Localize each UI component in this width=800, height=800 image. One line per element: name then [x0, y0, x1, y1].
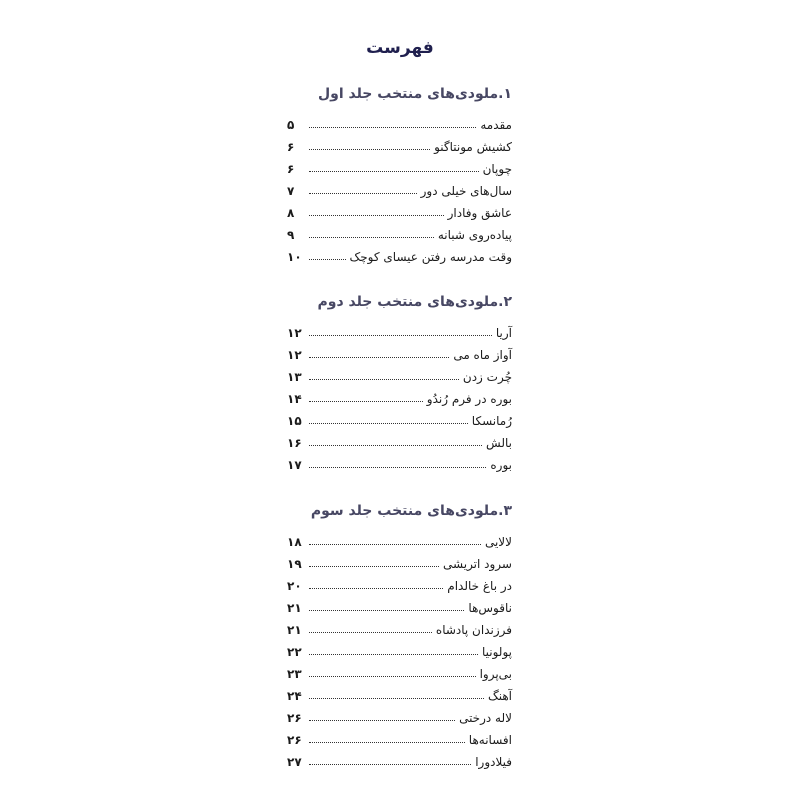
- dot-leader: [309, 698, 484, 699]
- entry-page-number: ۹: [287, 228, 295, 242]
- entry-label: آواز ماه می: [453, 348, 512, 362]
- toc-entry: [287, 681, 512, 703]
- dot-leader: [309, 335, 492, 336]
- entry-label: کشیش مونتاگنو: [434, 140, 512, 154]
- entry-label: بی‌پروا: [479, 667, 512, 681]
- dot-leader: [309, 193, 417, 194]
- toc-entry: [287, 154, 512, 176]
- entry-page-number: ۱۰: [287, 250, 302, 264]
- section-title: ۱.ملودی‌های منتخب جلد اول: [317, 86, 512, 102]
- toc-entry: [287, 406, 512, 428]
- dot-leader: [309, 149, 430, 150]
- entry-label: افسانه‌ها: [468, 733, 512, 747]
- entry-label: رُمانسکا: [471, 414, 512, 428]
- section-title: ۲.ملودی‌های منتخب جلد دوم: [317, 294, 512, 310]
- entry-label: آهنگ: [487, 689, 512, 703]
- entry-page-number: ۱۸: [287, 535, 302, 549]
- entry-label: لالایی: [484, 535, 512, 549]
- entry-page-number: ۱۴: [287, 392, 302, 406]
- dot-leader: [309, 259, 346, 260]
- entry-page-number: ۲۴: [287, 689, 302, 703]
- entry-page-number: ۸: [287, 206, 295, 220]
- dot-leader: [309, 566, 439, 567]
- dot-leader: [309, 610, 464, 611]
- toc-entry: [287, 593, 512, 615]
- dot-leader: [309, 467, 486, 468]
- dot-leader: [309, 401, 423, 402]
- toc-entry: [287, 527, 512, 549]
- entry-page-number: ۶: [287, 140, 295, 154]
- entry-label: بوره در فرم رُندُو: [426, 392, 512, 406]
- dot-leader: [309, 544, 481, 545]
- toc-entry: [287, 132, 512, 154]
- entry-page-number: ۲۱: [287, 601, 302, 615]
- dot-leader: [309, 720, 455, 721]
- entry-page-number: ۷: [287, 184, 295, 198]
- dot-leader: [309, 632, 432, 633]
- entry-page-number: ۲۶: [287, 711, 302, 725]
- toc-entry: [287, 384, 512, 406]
- toc-entry: [287, 659, 512, 681]
- entry-label: چوپان: [482, 162, 512, 176]
- entry-page-number: ۲۷: [287, 755, 302, 769]
- entry-label: آریا: [495, 326, 512, 340]
- dot-leader: [309, 171, 479, 172]
- toc-entry: [287, 110, 512, 132]
- dot-leader: [309, 654, 478, 655]
- dot-leader: [309, 676, 476, 677]
- entry-label: بوره: [490, 458, 512, 472]
- toc-entry: [287, 176, 512, 198]
- toc-section-3: [287, 503, 512, 769]
- toc-entry: [287, 362, 512, 384]
- entry-label: سرود اتریشی: [443, 557, 512, 571]
- entry-page-number: ۱۵: [287, 414, 302, 428]
- toc-entry: [287, 571, 512, 593]
- entry-page-number: ۱۷: [287, 458, 302, 472]
- toc-entry: [287, 637, 512, 659]
- section-title: ۳.ملودی‌های منتخب جلد سوم: [310, 503, 512, 519]
- dot-leader: [309, 445, 482, 446]
- toc-entry: [287, 450, 512, 472]
- page-title: فهرست: [366, 38, 434, 58]
- dot-leader: [309, 423, 468, 424]
- entry-label: پولونیا: [481, 645, 512, 659]
- dot-leader: [309, 357, 449, 358]
- entry-page-number: ۶: [287, 162, 295, 176]
- dot-leader: [309, 127, 476, 128]
- entry-label: چُرت زدن: [462, 370, 512, 384]
- entry-label: در باغ خالدام: [447, 579, 512, 593]
- entry-label: عاشق وفادار: [447, 206, 512, 220]
- toc-entry: [287, 318, 512, 340]
- entry-label: مقدمه: [480, 118, 512, 132]
- entry-page-number: ۵: [287, 118, 295, 132]
- entry-page-number: ۲۱: [287, 623, 302, 637]
- entry-label: فیلادورا: [475, 755, 512, 769]
- entry-page-number: ۲۰: [287, 579, 302, 593]
- dot-leader: [309, 588, 443, 589]
- entry-label: وقت مدرسه رفتن عیسای کوچک: [349, 250, 512, 264]
- dot-leader: [309, 237, 434, 238]
- dot-leader: [309, 379, 459, 380]
- entry-label: بالش: [486, 436, 512, 450]
- toc-entry: [287, 725, 512, 747]
- entry-page-number: ۲۶: [287, 733, 302, 747]
- toc-entry: [287, 428, 512, 450]
- toc-entry: [287, 703, 512, 725]
- toc-entry: [287, 198, 512, 220]
- entry-page-number: ۱۹: [287, 557, 302, 571]
- toc-entry: [287, 220, 512, 242]
- entry-page-number: ۲۳: [287, 667, 302, 681]
- entry-label: لاله درختی: [459, 711, 512, 725]
- entry-page-number: ۱۲: [287, 326, 302, 340]
- entry-label: ناقوس‌ها: [468, 601, 512, 615]
- entry-label: فرزندان پادشاه: [435, 623, 512, 637]
- toc-entry: [287, 747, 512, 769]
- dot-leader: [309, 742, 465, 743]
- dot-leader: [309, 764, 471, 765]
- entry-label: پیاده‌روی شبانه: [437, 228, 512, 242]
- dot-leader: [309, 215, 444, 216]
- toc-entry: [287, 615, 512, 637]
- entry-label: سال‌های خیلی دور: [420, 184, 512, 198]
- toc-entry: [287, 242, 512, 264]
- toc-section-2: [287, 294, 512, 472]
- entry-page-number: ۱۶: [287, 436, 302, 450]
- toc-entry: [287, 340, 512, 362]
- toc-entry: [287, 549, 512, 571]
- entry-page-number: ۱۳: [287, 370, 302, 384]
- toc-section-1: [287, 86, 512, 264]
- entry-page-number: ۱۲: [287, 348, 302, 362]
- entry-page-number: ۲۲: [287, 645, 302, 659]
